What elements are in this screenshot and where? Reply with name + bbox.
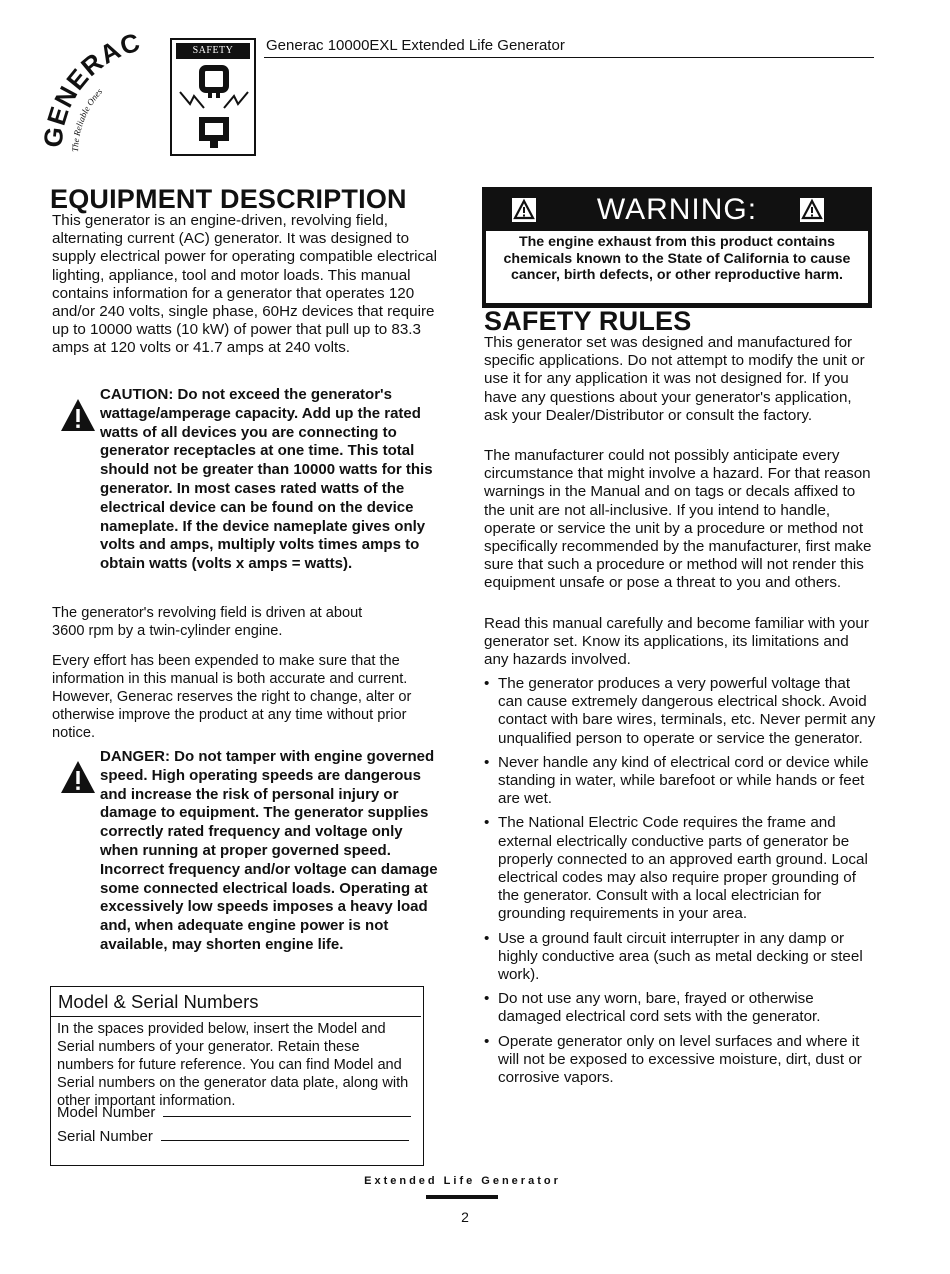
safety-rules-tag: SAFETY RULES [176,43,250,59]
footer-title: Extended Life Generator [364,1175,561,1187]
model-number-row [57,1103,411,1122]
danger-notice: DANGER: Do not tamper with engine governed speed. High operating speeds are dangerous and increase the risk of personal injury or damage to equipment. The generator supplies correctly rated frequency and voltage only when running at proper governed speed. Incorrect frequency and/or voltage can damage some connected electrical loads. Operating at excessively low speeds imposes a heavy load and, when adequate engine power is not available, may shorten engine life. [100,748,438,953]
list-item: • The generator produces a very powerful voltage that can cause extremely dangerous electrical shock. Avoid contact with bare wires, terminals, etc. Never permit any unqualified person to operate or service the generator. [484,675,876,747]
bullet-text: Never handle any kind of electrical cord or device while standing in water, while barefoot or while hands or feet are wet. [498,753,869,808]
safety-rules-emblem [170,38,256,156]
safety-intro: This generator set was designed and manufactured for specific applications. Do not attempt to modify the unit or use it for any application it was not designed for. If you have any questions about your generator's application, ask your Dealer/Distributor or consult the factory. [484,334,865,424]
model-number-label: Model Number [57,1104,156,1121]
brand-tagline: The Reliable Ones [69,86,105,153]
serial-number-label: Serial Number [57,1128,153,1145]
list-item: • Do not use any worn, bare, frayed or otherwise damaged electrical cord sets with the generator. [484,990,821,1026]
document-title: Generac 10000EXL Extended Life Generator [266,37,565,54]
revolving-field-note: The generator's revolving field is driven at about 3600 rpm by a twin-cylinder engine. [52,605,363,639]
serial-number-field[interactable] [161,1127,409,1141]
warning-box [482,187,872,308]
footer-bar [426,1195,498,1199]
bullet-text: Use a ground fault circuit interrupter in any damp or highly conductive area (such as metal decking or steel work). [498,929,863,984]
caution-notice: CAUTION: Do not exceed the generator's wattage/amperage capacity. Add up the rated watts of all devices you are connecting to generator receptacles at one time. This total should not be greater than 10000 watts for this generator. In most cases rated watts of the electrical device can be found on the device nameplate. If the device nameplate gives only volts and amps, multiply volts times amps to obtain watts (volts x amps = watts). [100,386,433,573]
model-serial-instructions: In the spaces provided below, insert the Model and Serial numbers of your generator. Retain these numbers for future reference. You can find Model and Serial numbers on the generator data plate, along with other important information. [57,1021,409,1109]
model-title-rule [51,1016,421,1017]
bullet-text: The National Electric Code requires the frame and external electrically conductive parts of generator be properly connected to an approved earth ground. Local electrical codes may also require proper grounding of the generator. Consult with a local electrician for grounding requirements in your area. [498,814,868,923]
bullet-text: Operate generator only on level surfaces and where it will not be exposed to excessive moisture, dirt, dust or corrosive vapors. [498,1032,862,1087]
model-serial-title: Model & Serial Numbers [58,991,259,1012]
accuracy-note: Every effort has been expended to make sure that the information in this manual is both accurate and current. However, Generac reserves the right to change, alter or otherwise improve the product at any time without prior notice. [52,653,412,741]
danger-triangle-icon [60,760,96,794]
warning-icon [800,198,824,222]
model-number-field[interactable] [163,1103,411,1117]
warning-message-panel [486,231,868,303]
model-serial-box [50,986,424,1166]
page-number: 2 [461,1209,469,1225]
list-item: • The National Electric Code requires the frame and external electrically conductive parts of generator be properly connected to an approved earth ground. Local electrical codes may also require proper grounding of the generator. Consult with a local electrician for grounding requirements in your area. [484,814,868,923]
warning-message: The engine exhaust from this product contains chemicals known to the State of California to cause cancer, birth defects, or other reproductive harm. [503,234,851,284]
header-rule [264,57,874,58]
brand-wordmark: GENERAC [40,30,145,149]
equipment-description: This generator is an engine-driven, revolving field, alternating current (AC) generator. It was designed to supply electrical power for operating compatible electrical lighting, appliance, tool and motor loads. This manual contains information for a generator that operates 120 and/or 240 volts, single phase, 60Hz devices that require up to 10000 watts (10 kW) of power that pull up to 83.3 amps at 120 volts or 41.7 amps at 240 volts. [52,212,437,357]
safety-hazard-note: The manufacturer could not possibly anticipate every circumstance that might involve a hazard. For that reason warnings in the Manual and on tags or decals affixed to the unit are not all-inclusive. If you intend to handle, operate or service the unit by a procedure or method not specifically recommended by the manufacturer, first make sure that such a procedure or method will not render this equipment unsafe or pose a threat to you and others. [484,447,872,592]
warning-triangle-icon [60,398,96,432]
list-item: • Use a ground fault circuit interrupter in any damp or highly conductive area (such as metal decking or steel work). [484,929,863,984]
list-item: • Never handle any kind of electrical cord or device while standing in water, while barefoot or while hands or feet are wet. [484,753,869,808]
svg-text:GENERAC [40,30,144,149]
list-item: • Operate generator only on level surfaces and where it will not be exposed to excessive moisture, dirt, dust or corrosive vapors. [484,1032,862,1087]
safety-rules-heading: SAFETY RULES [484,306,692,336]
plug-icon [178,64,250,152]
safety-read-manual: Read this manual carefully and become familiar with your generator set. Know its applications, its limitations and any hazards involved. [484,615,869,669]
serial-number-row [57,1127,409,1146]
equipment-heading: EQUIPMENT DESCRIPTION [50,184,407,214]
bullet-text: Do not use any worn, bare, frayed or otherwise damaged electrical cord sets with the generator. [498,990,821,1026]
safety-bullet-list [482,675,877,1093]
generac-logo [40,30,170,160]
bullet-text: The generator produces a very powerful voltage that can cause extremely dangerous electrical shock. Avoid contact with bare wires, terminals, etc. Never permit any unqualified person to operate or service the generator. [498,675,876,747]
warning-title: WARNING: [596,193,758,226]
